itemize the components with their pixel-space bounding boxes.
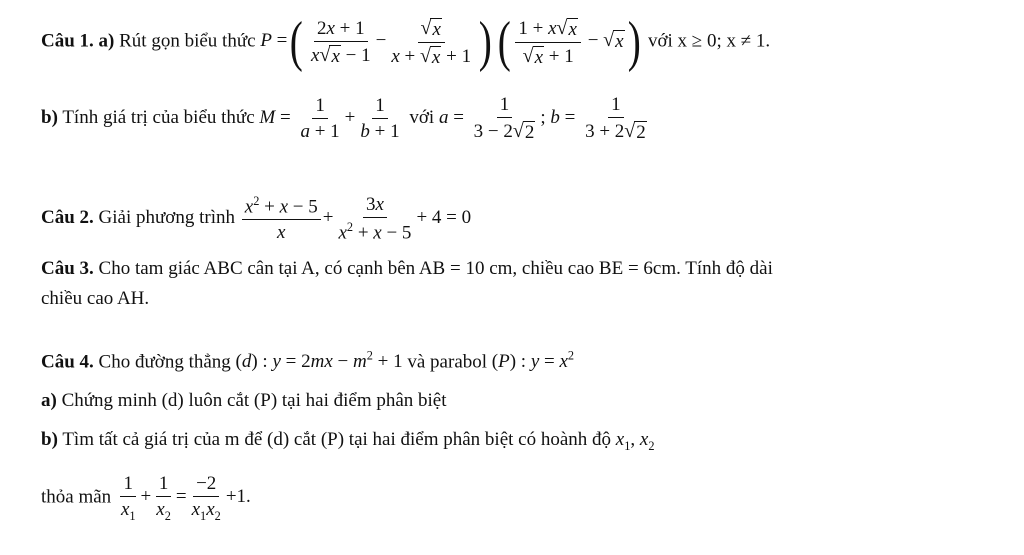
q4b-line (41, 430, 655, 452)
q4b-satisfy: thỏa mãn (41, 486, 112, 508)
q4b-roots: $x_1$, $x_2$ (615, 429, 655, 453)
q2-formula: $\frac{x^2 + x - 5}{x}$ + $\frac{3x}{x^2 + x - 5}$ + 4 = 0 (240, 207, 471, 228)
q4a-label: a) (41, 390, 57, 411)
q3-text-line1: Cho tam giác ABC cân tại A, có cạnh bên AB = 10 cm, chiều cao BE = 6cm. Tính độ dài (98, 258, 773, 279)
q1a-text: Rút gọn biểu thức (119, 30, 256, 52)
q3-text-line2: chiều cao AH. (41, 288, 150, 309)
q4a-text: Chứng minh (d) luôn cắt (P) tại hai điểm phân biệt (61, 390, 447, 411)
q1b-label: b) (41, 106, 58, 128)
q2-line (41, 195, 471, 242)
q4b-text: Tìm tất cả giá trị của m để (d) cắt (P) tại hai điểm phân biệt có hoành độ (62, 429, 612, 450)
q3-label: Câu 3. (41, 258, 94, 279)
q1b-text: Tính giá trị của biểu thức (62, 106, 255, 128)
q2-label: Câu 2. (41, 207, 94, 229)
q4b-condition: $\frac{1}{x_1}$ + $\frac{1}{x_2}$ = $\frac{-2}{x_1x_2}$ +1. (120, 473, 251, 523)
q1b-formula-ab: a = 1 3 − 2 √ 2 ; b = 1 3 + 2 √ 2 (438, 94, 646, 143)
q4a-line (41, 391, 447, 410)
q2-text: Giải phương trình (98, 207, 235, 229)
q4-and: và parabol (407, 351, 488, 373)
q1b-with: với (409, 106, 435, 128)
q4b-label: b) (41, 429, 58, 450)
q4b-condition-line (41, 474, 251, 522)
q1a-label: Câu 1. a) (41, 30, 115, 52)
q4-line-eq: (d) : $y = 2mx - m^2 + 1$ (235, 349, 403, 373)
q1a-line (41, 11, 771, 73)
q4-parabola-eq: (P) : $y = x^2$ (491, 349, 575, 373)
q4-label: Câu 4. (41, 351, 94, 373)
q1a-formula: P =( 2x + 1 x √ x − 1 − √ x x + √ x + 1 )( 1 + x √ x √ x + 1 − √ x ) (260, 11, 641, 73)
q1a-cond: x ≥ 0; x ≠ 1. (677, 30, 771, 52)
q4-line (41, 350, 574, 371)
q3-line1 (41, 259, 773, 278)
q1b-formula-m: M = $\frac{1}{a + 1}$ + $\frac{1}{b + 1}$ (259, 95, 400, 142)
q4-text: Cho đường thẳng (98, 351, 231, 373)
q1a-cond-word: với (647, 30, 673, 52)
q1b-line (41, 95, 652, 142)
q3-line2 (41, 289, 149, 308)
